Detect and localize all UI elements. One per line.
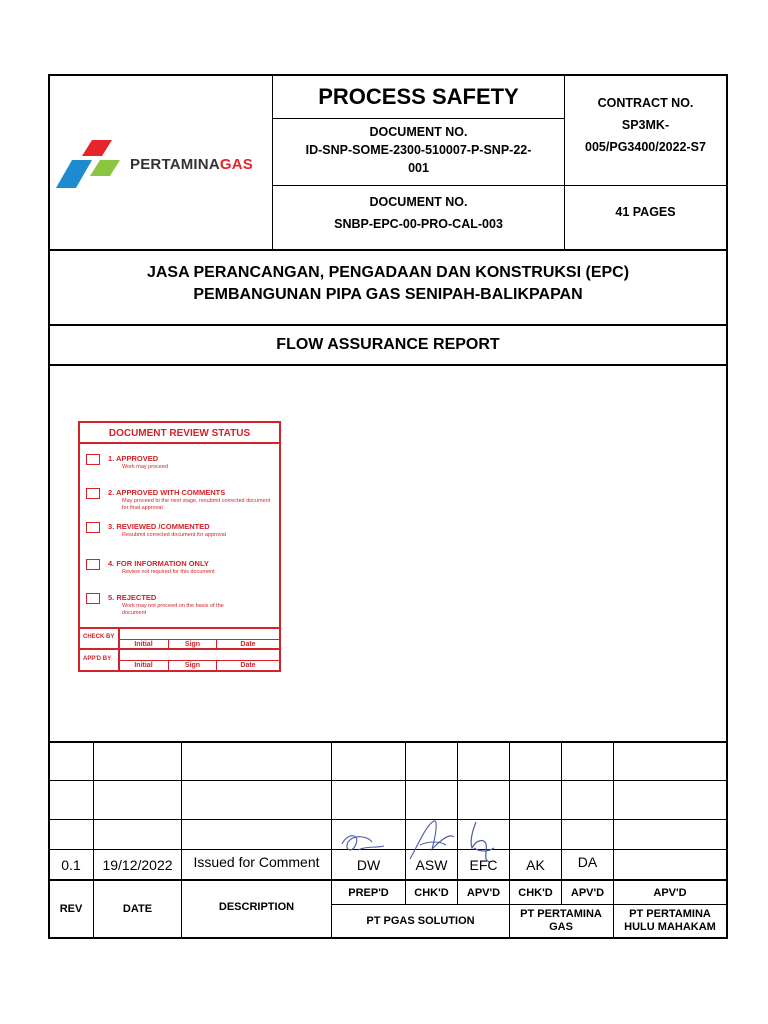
page-count: 41 PAGES <box>615 205 676 219</box>
stamp-grid <box>80 627 279 670</box>
stamp-item-1-sub: Work may proceed <box>122 464 169 470</box>
stamp-appd-by: APP'D BY <box>83 656 112 662</box>
rev-prepd: DW <box>356 856 381 873</box>
stamp-check-by: CHECK BY <box>83 634 115 640</box>
rev-row-line-2 <box>48 819 728 820</box>
rev-chkd2: AK <box>526 856 545 873</box>
rev-col-8 <box>613 741 614 938</box>
reviewed-commented-checkbox[interactable] <box>86 522 100 533</box>
project-title-line2: PEMBANGUNAN PIPA GAS SENIPAH-BALIKPAPAN <box>193 286 583 303</box>
frame-bottom <box>48 937 728 939</box>
project-title-line1: JASA PERANCANGAN, PENGADAAN DAN KONSTRUKSI (EPC) <box>146 264 630 281</box>
header-line-bottom <box>48 249 728 251</box>
doc-no-block-2 <box>273 186 564 249</box>
pertamina-logo-icon <box>52 130 124 194</box>
stamp-item-4-sub: Review not required for this document <box>122 569 215 575</box>
rev-col-6 <box>509 741 510 938</box>
doc-no-value-1b: 001 <box>408 161 429 175</box>
approved-checkbox[interactable] <box>86 454 100 465</box>
pertamina-gas-logo <box>52 130 267 194</box>
contract-value-1: SP3MK- <box>621 118 670 132</box>
footer-chkd-label: CHK'D <box>414 886 449 899</box>
project-title <box>50 262 726 312</box>
review-status-stamp <box>78 421 281 672</box>
footer-org-phm: PT PERTAMINA HULU MAHAKAM <box>624 907 716 933</box>
stamp-sign-1: Sign <box>184 641 201 648</box>
doc-no-value-1a: ID-SNP-SOME-2300-510007-P-SNP-22- <box>305 143 532 157</box>
footer-org-pertamina-gas: PT PERTAMINA GAS <box>520 907 602 933</box>
rev-table-top <box>48 741 728 743</box>
rev-chkd: ASW <box>415 856 448 873</box>
doc-no-label-2: DOCUMENT NO. <box>369 195 468 209</box>
doc-no-block-1 <box>273 119 564 185</box>
stamp-item-2-label: 2. APPROVED WITH COMMENTS <box>108 488 226 497</box>
stamp-title: DOCUMENT REVIEW STATUS <box>108 427 251 439</box>
stamp-item-3-label: 3. REVIEWED /COMMENTED <box>108 522 210 531</box>
approved-with-comments-checkbox[interactable] <box>86 488 100 499</box>
rev-date: 19/12/2022 <box>102 856 173 873</box>
stamp-item-5-sub: Work may not proceed on the basis of the document <box>122 603 224 616</box>
footer-apvd3-label: APV'D <box>653 886 687 899</box>
for-information-only-checkbox[interactable] <box>86 559 100 570</box>
doc-no-label-1: DOCUMENT NO. <box>369 125 468 139</box>
stamp-initial-1: Initial <box>134 641 153 648</box>
report-title: FLOW ASSURANCE REPORT <box>276 336 500 353</box>
rev-row-line-1 <box>48 780 728 781</box>
rev-apvd: EFC <box>469 856 498 873</box>
contract-value-2: 005/PG3400/2022-S7 <box>585 140 706 154</box>
rejected-checkbox[interactable] <box>86 593 100 604</box>
frame-right <box>726 74 728 939</box>
stamp-item-3-sub: Resubmit corrected document for approval <box>122 532 226 538</box>
footer-desc-label: DESCRIPTION <box>218 901 295 913</box>
footer-date-label: DATE <box>122 902 153 915</box>
footer-apvd2-label: APV'D <box>570 886 605 899</box>
rev-apvd2: DA <box>577 854 598 870</box>
rev-value: 0.1 <box>61 856 81 873</box>
page-title: PROCESS SAFETY <box>318 84 519 109</box>
doc-no-value-2: SNBP-EPC-00-PRO-CAL-003 <box>334 217 503 231</box>
stamp-date-2: Date <box>240 662 256 669</box>
stamp-item-1-label: 1. APPROVED <box>108 454 159 463</box>
logo-text-accent: GAS <box>219 156 253 173</box>
logo-text-main: PERTAMINA <box>130 156 220 173</box>
stamp-item-4-label: 4. FOR INFORMATION ONLY <box>108 559 209 568</box>
footer-org-pgas: PT PGAS SOLUTION <box>366 914 475 927</box>
report-line-bottom <box>48 364 728 366</box>
footer-rev-label: REV <box>59 902 83 915</box>
stamp-date-1: Date <box>240 641 256 648</box>
stamp-item-2-sub: May proceed to the next stage, resubmit corrected document for final approval <box>122 498 271 511</box>
footer-apvd-label: APV'D <box>466 886 501 899</box>
rev-description: Issued for Comment <box>193 854 320 870</box>
contract-block <box>565 76 726 185</box>
rev-col-7 <box>561 741 562 904</box>
stamp-sign-2: Sign <box>184 662 201 669</box>
footer-chkd2-label: CHK'D <box>518 886 553 899</box>
frame-left <box>48 74 50 939</box>
stamp-item-5-label: 5. REJECTED <box>108 593 157 602</box>
stamp-initial-2: Initial <box>134 662 153 669</box>
footer-prepd-label: PREP'D <box>348 886 389 899</box>
contract-label: CONTRACT NO. <box>597 96 694 110</box>
